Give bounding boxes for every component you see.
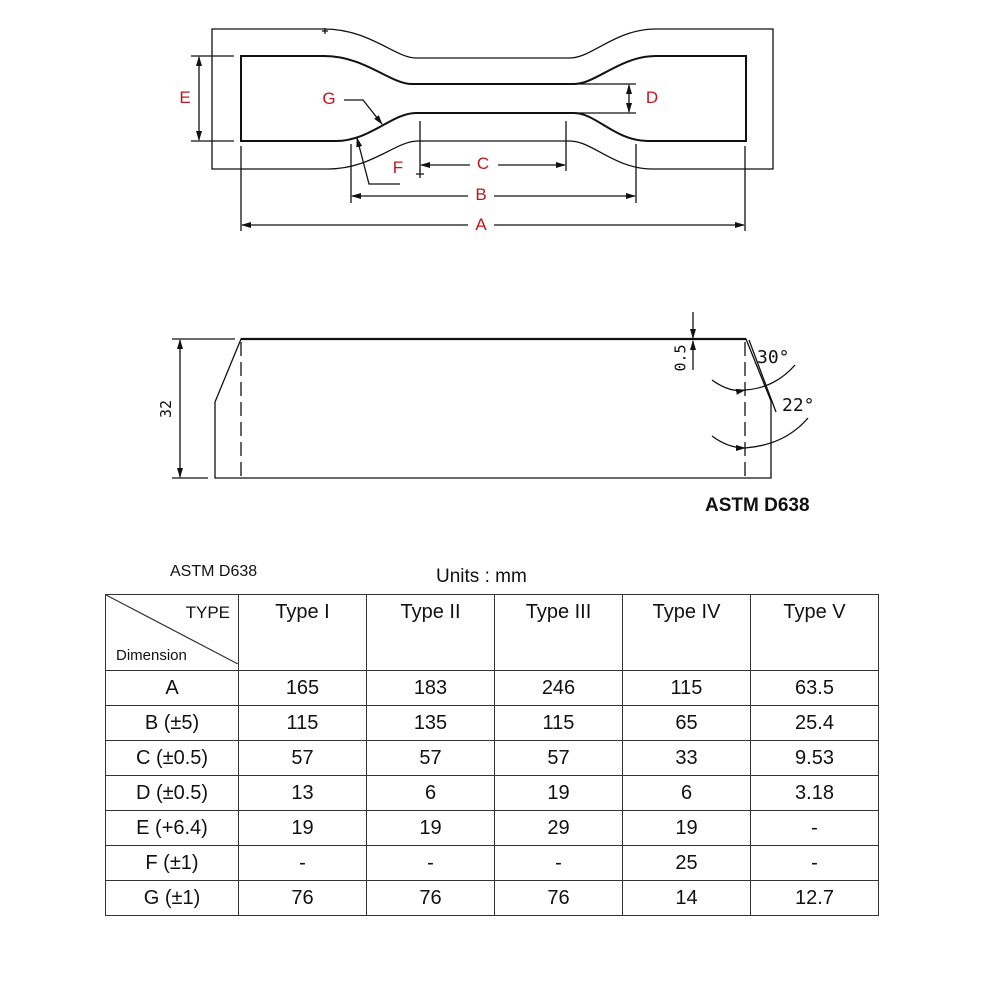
value-cell: 19 (495, 776, 623, 811)
value-cell: 19 (367, 811, 495, 846)
value-cell: - (751, 811, 879, 846)
value-cell: 19 (623, 811, 751, 846)
dimension-cell: E (+6.4) (106, 811, 239, 846)
value-cell: 29 (495, 811, 623, 846)
corner-header-cell (106, 595, 239, 671)
label-a: A (475, 215, 487, 234)
height-dimension: 32 (157, 399, 176, 419)
value-cell: 57 (495, 741, 623, 776)
label-g: G (322, 89, 336, 108)
angle-30-label: 30° (757, 347, 790, 368)
value-cell: 115 (495, 706, 623, 741)
dogbone-specimen (241, 56, 746, 141)
value-cell: 76 (495, 881, 623, 916)
thickness-dimension: 0.5 (671, 344, 690, 372)
label-d: D (645, 88, 659, 107)
value-cell: 25 (623, 846, 751, 881)
value-cell: 115 (623, 671, 751, 706)
value-cell: 183 (367, 671, 495, 706)
value-cell: 57 (367, 741, 495, 776)
table-row (106, 811, 879, 846)
fixture-outline (212, 29, 773, 169)
value-cell: 3.18 (751, 776, 879, 811)
value-cell: - (495, 846, 623, 881)
label-b: B (475, 185, 487, 204)
value-cell: 135 (367, 706, 495, 741)
table-row (106, 706, 879, 741)
label-e: E (179, 88, 191, 107)
value-cell: 115 (239, 706, 367, 741)
value-cell: - (367, 846, 495, 881)
value-cell: 165 (239, 671, 367, 706)
corner-dimension-label: Dimension (116, 647, 187, 664)
label-c: C (476, 154, 490, 173)
dimension-cell: B (±5) (106, 706, 239, 741)
value-cell: 65 (623, 706, 751, 741)
table-row (106, 846, 879, 881)
table-row (106, 741, 879, 776)
value-cell: 19 (239, 811, 367, 846)
value-cell: 76 (367, 881, 495, 916)
value-cell: 57 (239, 741, 367, 776)
corner-type-label: TYPE (185, 603, 230, 622)
table-header-row (106, 595, 879, 671)
column-header: Type IV (623, 595, 751, 671)
dimensions-table (105, 594, 879, 916)
dimension-cell: A (106, 671, 239, 706)
column-header: Type II (367, 595, 495, 671)
table-row (106, 671, 879, 706)
value-cell: 12.7 (751, 881, 879, 916)
label-f: F (392, 158, 404, 177)
drawing-caption: ASTM D638 (705, 495, 810, 516)
dimension-cell: G (±1) (106, 881, 239, 916)
table-row (106, 881, 879, 916)
dimension-cell: F (±1) (106, 846, 239, 881)
dimension-cell: D (±0.5) (106, 776, 239, 811)
value-cell: 6 (623, 776, 751, 811)
value-cell: - (239, 846, 367, 881)
column-header: Type I (239, 595, 367, 671)
value-cell: 33 (623, 741, 751, 776)
table-row (106, 776, 879, 811)
value-cell: 6 (367, 776, 495, 811)
table-title: ASTM D638 (170, 563, 258, 580)
value-cell: 25.4 (751, 706, 879, 741)
value-cell: 14 (623, 881, 751, 916)
value-cell: 63.5 (751, 671, 879, 706)
units-label: Units : mm (436, 566, 527, 587)
column-header: Type V (751, 595, 879, 671)
value-cell: 76 (239, 881, 367, 916)
value-cell: 246 (495, 671, 623, 706)
angle-22-label: 22° (782, 395, 815, 416)
value-cell: - (751, 846, 879, 881)
value-cell: 13 (239, 776, 367, 811)
value-cell: 9.53 (751, 741, 879, 776)
column-header: Type III (495, 595, 623, 671)
dimension-cell: C (±0.5) (106, 741, 239, 776)
